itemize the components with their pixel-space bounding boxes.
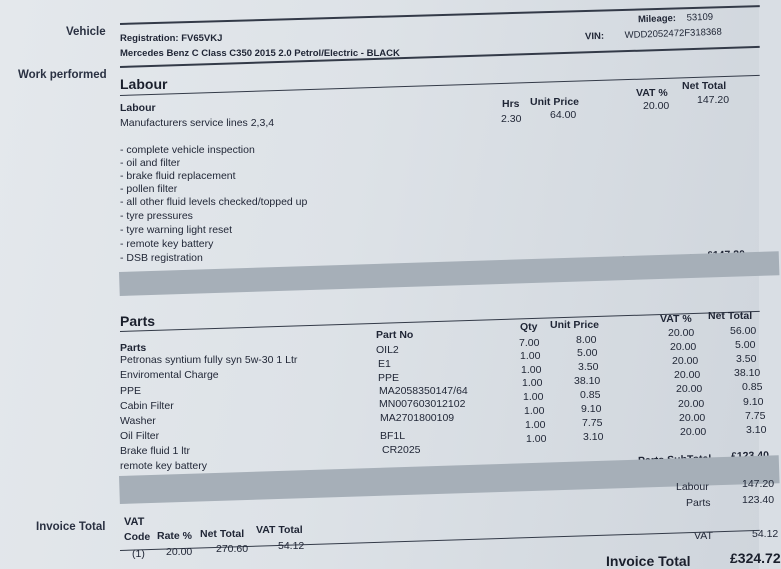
vat-col-vat: VAT Total [256, 524, 303, 536]
part-qty: 1.00 [526, 433, 547, 445]
part-net-total: 7.75 [745, 410, 766, 422]
part-vat: 20.00 [680, 426, 707, 438]
part-qty: 7.00 [519, 337, 540, 349]
vehicle-description: Mercedes Benz C Class C350 2015 2.0 Petrol/Electric - BLACK [120, 48, 400, 59]
part-vat: 20.00 [674, 369, 701, 381]
labour-col-labour: Labour [120, 102, 156, 114]
labour-note: - tyre warning light reset [120, 224, 233, 236]
registration-text: Registration: FV65VKJ [120, 33, 223, 44]
labour-note: - oil and filter [120, 157, 181, 169]
parts-subtotal-band [119, 455, 780, 504]
totals-labour-label: Labour [676, 481, 709, 493]
mileage-value: 53109 [686, 11, 714, 24]
part-name: Petronas syntium fully syn 5w-30 1 Ltr [120, 354, 298, 366]
totals-parts-value: 123.40 [742, 494, 775, 506]
part-number: MA2701800109 [380, 412, 455, 424]
part-number: MA2058350147/64 [379, 385, 468, 397]
part-qty: 1.00 [520, 350, 541, 362]
part-qty: 1.00 [522, 377, 543, 389]
part-qty: 1.00 [521, 364, 542, 376]
part-net-total: 38.10 [734, 367, 761, 379]
vat-col-net: Net Total [200, 528, 245, 540]
work-performed-label: Work performed [18, 69, 107, 81]
labour-net: 147.20 [697, 94, 730, 106]
invoice-total-value: £324.72 [730, 550, 781, 566]
parts-col-net: Net Total [708, 310, 753, 322]
labour-col-net: Net Total [682, 80, 727, 92]
labour-note: - all other fluid levels checked/topped up [120, 196, 308, 208]
part-name: Brake fluid 1 ltr [120, 445, 191, 457]
part-net-total: 3.50 [736, 353, 757, 365]
part-net-total: 0.85 [742, 381, 763, 393]
part-name: Cabin Filter [120, 400, 174, 412]
vat-code-value: (1) [132, 548, 145, 560]
part-name: Washer [120, 415, 156, 427]
totals-parts-label: Parts [686, 497, 711, 509]
mileage-field [638, 12, 713, 26]
part-name: remote key battery [120, 460, 207, 472]
part-name: Oil Filter [120, 430, 160, 442]
labour-subtotal-band [119, 251, 779, 296]
labour-col-vat: VAT % [636, 87, 668, 99]
part-net-total: 3.10 [746, 424, 767, 436]
part-unit-price: 0.85 [580, 389, 601, 401]
part-qty: 1.00 [523, 391, 544, 403]
part-unit-price: 38.10 [574, 375, 601, 387]
part-vat: 20.00 [678, 398, 705, 410]
parts-col-parts: Parts [120, 342, 147, 354]
parts-col-vat: VAT % [660, 313, 692, 325]
part-vat: 20.00 [672, 355, 699, 367]
vin-label: VIN: [584, 30, 605, 43]
parts-col-unit-price: Unit Price [550, 319, 600, 331]
vehicle-section-label: Vehicle [66, 26, 106, 38]
labour-item: Manufacturers service lines 2,3,4 [120, 117, 275, 129]
invoice-total-section-label: Invoice Total [36, 521, 106, 533]
mileage-label: Mileage: [637, 12, 677, 26]
labour-note: - brake fluid replacement [120, 170, 236, 182]
labour-heading: Labour [120, 76, 168, 92]
vin-value: WDD2052472F318368 [624, 26, 722, 42]
vat-net-value: 270.60 [216, 543, 249, 555]
labour-unit-price: 64.00 [550, 109, 577, 121]
part-net-total: 5.00 [735, 339, 756, 351]
part-qty: 1.00 [525, 419, 546, 431]
part-number: BF1L [380, 430, 406, 442]
labour-hrs: 2.30 [501, 113, 522, 125]
vat-col-rate: Rate % [157, 530, 193, 542]
parts-heading: Parts [120, 313, 156, 329]
labour-note: - complete vehicle inspection [120, 144, 255, 156]
part-unit-price: 9.10 [581, 403, 602, 415]
invoice-total-label: Invoice Total [606, 553, 691, 569]
part-unit-price: 3.10 [583, 431, 604, 443]
totals-vat-label: VAT [694, 530, 713, 542]
part-vat: 20.00 [670, 341, 697, 353]
labour-note: - tyre pressures [120, 210, 193, 222]
labour-note: - remote key battery [120, 238, 214, 250]
vat-table-heading: VAT [124, 516, 145, 528]
part-number: CR2025 [382, 444, 421, 456]
parts-col-qty: Qty [520, 321, 538, 333]
totals-vat-value: 54.12 [752, 528, 779, 540]
labour-col-unit-price: Unit Price [530, 96, 580, 108]
part-vat: 20.00 [668, 327, 695, 339]
part-number: OIL2 [376, 344, 399, 356]
part-qty: 1.00 [524, 405, 545, 417]
part-unit-price: 5.00 [577, 347, 598, 359]
part-vat: 20.00 [679, 412, 706, 424]
totals-labour-value: 147.20 [742, 478, 775, 490]
part-net-total: 9.10 [743, 396, 764, 408]
part-number: MN007603012102 [379, 398, 466, 410]
part-number: E1 [378, 358, 391, 370]
vat-total-value: 54.12 [278, 540, 305, 552]
part-unit-price: 7.75 [582, 417, 603, 429]
labour-note: - DSB registration [120, 252, 203, 264]
parts-col-part-no: Part No [376, 329, 414, 341]
part-number: PPE [378, 372, 400, 384]
part-name: PPE [120, 385, 142, 397]
part-unit-price: 8.00 [576, 334, 597, 346]
labour-col-hrs: Hrs [502, 98, 520, 110]
part-vat: 20.00 [676, 383, 703, 395]
part-net-total: 56.00 [730, 325, 757, 337]
vin-field [585, 27, 722, 43]
part-name: Enviromental Charge [120, 369, 219, 381]
vat-rate-value: 20.00 [166, 546, 193, 558]
labour-note: - pollen filter [120, 183, 178, 195]
part-unit-price: 3.50 [578, 361, 599, 373]
vat-col-code: Code [124, 531, 151, 543]
labour-vat: 20.00 [643, 100, 670, 112]
